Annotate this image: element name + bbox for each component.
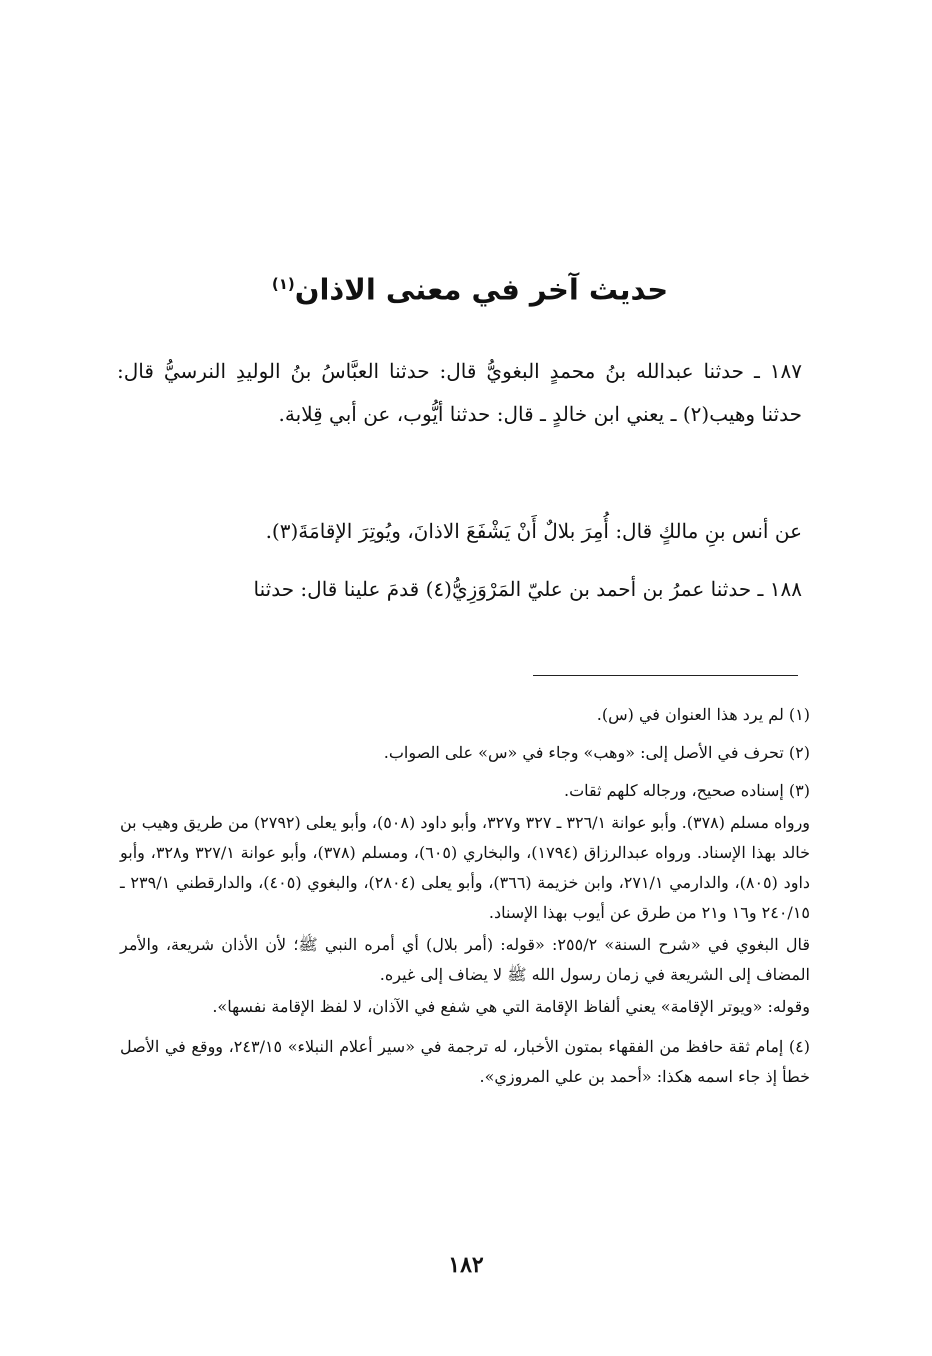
footnote-3-line: (٣) إسناده صحيح، ورجاله كلهم ثقات. <box>564 781 810 800</box>
section-title-text: حديث آخر في معنى الاذان <box>294 272 669 307</box>
footnote-2: (٢) تحرف في الأصل إلى: «وهب» وجاء في «س» على الصواب. <box>383 743 810 762</box>
footnote-1: (١) لم يرد هذا العنوان في (س). <box>596 705 810 724</box>
title-footnote-ref: (١) <box>271 275 295 293</box>
footnote-3 <box>120 776 810 1022</box>
hadith-187-matn-paragraph: عن أنس بنِ مالكٍ قال: أُمِرَ بلالٌ أَنْ يَشْفَعَ الاذانَ، ويُوتِرَ الإقامَةَ(٣). <box>265 519 802 543</box>
hadith-187-paragraph: ١٨٧ ـ حدثنا عبدالله بنُ محمدٍ البغويُّ قال: حدثنا العبَّاسُ بنُ الوليدِ النرسيُّ قال: حدثنا وهيب(٢) ـ يعني ابن خالدٍ ـ قال: حدثنا أيُّوب، عن أبي قِلابة. <box>117 359 802 426</box>
footnote-4: (٤) إمام ثقة حافظ من الفقهاء بمتون الأخبار، له ترجمة في «سير أعلام النبلاء» ٢٤٣/١٥، ووقع في الأصل خطأ إذ جاء اسمه هكذا: «أحمد بن علي المروزي». <box>120 1037 811 1086</box>
page-number: ١٨٢ <box>448 1252 484 1278</box>
footnote-3-baghawi: قال البغوي في «شرح السنة» ٢٥٥/٢: «قوله: (أمر بلال) أي أمره النبي ﷺ؛ لأن الأذان شريعة، والأمر المضاف إلى الشريعة في زمان رسول الله ﷺ لا يضاف إلى غيره. <box>120 935 810 984</box>
footnotes <box>120 700 810 1100</box>
footnote-3-explanation: وقوله: «ويوتر الإقامة» يعني ألفاظ الإقامة التي هي شفع في الآذان، لا لفظ الإقامة نفسها». <box>212 997 810 1016</box>
footnote-separator <box>533 675 798 676</box>
hadith-188-paragraph: ١٨٨ ـ حدثنا عمرُ بن أحمد بن عليّ المَرْوَزِيُّ(٤) قدمَ علينا قال: حدثنا <box>253 577 802 601</box>
section-title <box>150 262 790 312</box>
footnote-3-takhrij: ورواه مسلم (٣٧٨). وأبو عوانة ٣٢٦/١ ـ ٣٢٧ و٣٢٧، وأبو داود (٥٠٨)، وأبو يعلى (٢٧٩٢) من طريق وهيب بن خالد بهذا الإسناد. ورواه عبدالرزاق (١٧٩٤)، والبخاري (٦٠٥)، ومسلم (٣٧٨)، وأبو عوانة ٣٢٧/١ و٣٢٨، وأبو داود (٨٠٥)، والدارمي ٢٧١/١، وابن خزيمة (٣٦٦)، وأبو يعلى (٢٨٠٤)، والبغوي (٤٠٥)، والدارقطني ٢٣٩/١ ـ ٢٤٠/١٥ و١٦ و٢١ من طرق عن أيوب بهذا الإسناد. <box>120 813 811 922</box>
